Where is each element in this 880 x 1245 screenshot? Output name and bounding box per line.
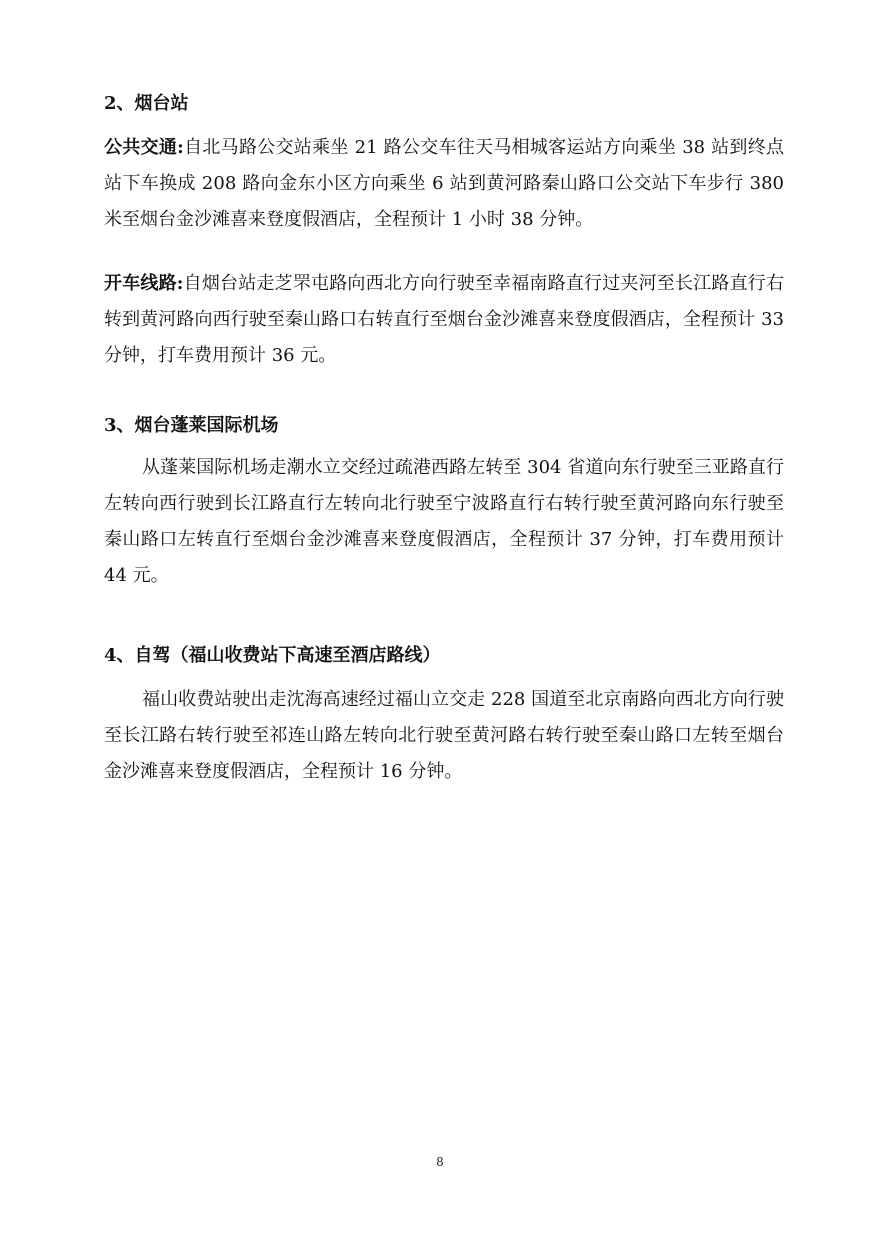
driving-route-label: 开车线路: [104, 273, 184, 294]
section-heading-yantai-station: 2、烟台站 [104, 93, 189, 114]
public-transport-paragraph [104, 130, 784, 238]
airport-route-paragraph: 从蓬莱国际机场走潮水立交经过疏港西路左转至 304 省道向东行驶至三亚路直行左转向西行驶到长江路直行左转向北行驶至宁波路直行右转行驶至黄河路向东行驶至秦山路口左转直行至烟台金沙滩喜来登度假酒店，全程预计 37 分钟，打车费用预计 44 元。 [104, 457, 784, 586]
public-transport-label: 公共交通: [104, 137, 184, 158]
section-heading-airport: 3、烟台蓬莱国际机场 [104, 415, 279, 436]
self-drive-route-paragraph: 福山收费站驶出走沈海高速经过福山立交走 228 国道至北京南路向西北方向行驶至长江路右转行驶至祁连山路左转向北行驶至黄河路右转行驶至秦山路口左转至烟台金沙滩喜来登度假酒店，全程预计 16 分钟。 [104, 689, 784, 782]
driving-route-paragraph [104, 266, 784, 374]
public-transport-text: 自北马路公交站乘坐 21 路公交车往天马相城客运站方向乘坐 38 站到终点站下车换成 208 路向金东小区方向乘坐 6 站到黄河路秦山路口公交站下车步行 380 米至烟台金沙滩喜来登度假酒店，全程预计 1 小时 38 分钟。 [104, 137, 784, 230]
driving-route-text: 自烟台站走芝罘屯路向西北方向行驶至幸福南路直行过夹河至长江路直行右转到黄河路向西行驶至秦山路口右转直行至烟台金沙滩喜来登度假酒店，全程预计 33 分钟，打车费用预计 36 元。 [104, 273, 784, 366]
page-number: 8 [436, 1155, 444, 1169]
section-heading-self-drive: 4、自驾（福山收费站下高速至酒店路线） [104, 645, 441, 666]
